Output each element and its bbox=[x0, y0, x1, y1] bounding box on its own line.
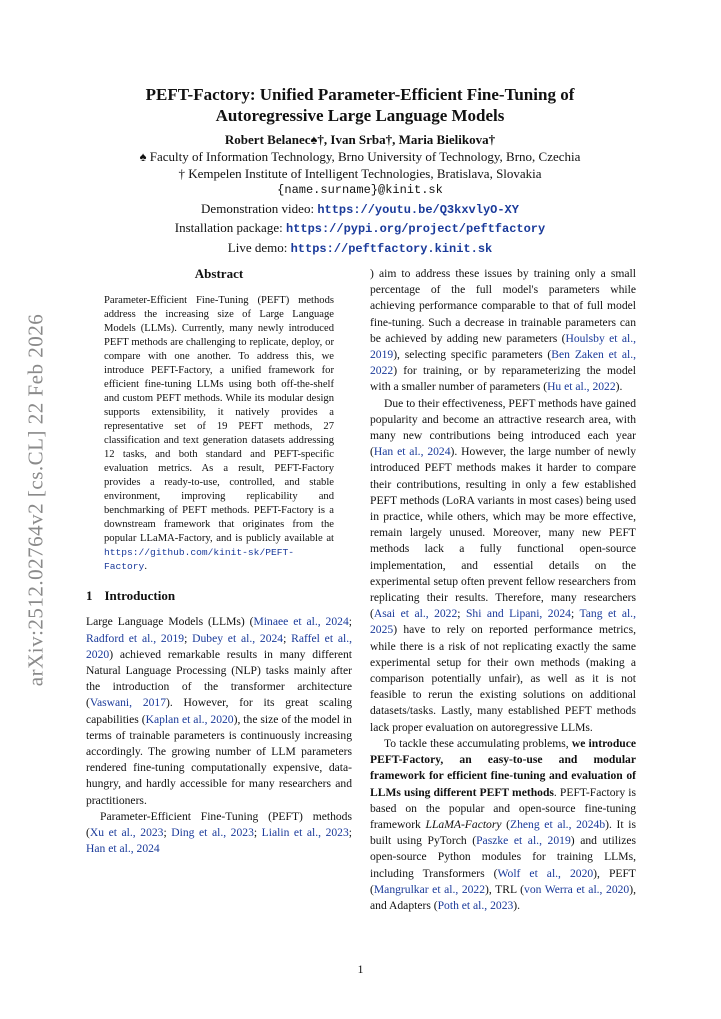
abstract-heading: Abstract bbox=[194, 266, 244, 281]
title-line-1: PEFT-Factory: Unified Parameter-Efficient Fine-Tuning of bbox=[145, 85, 575, 104]
page-number: 1 bbox=[357, 962, 364, 976]
text-run: ; bbox=[570, 607, 580, 621]
citation-link[interactable]: Zheng et al., 2024b bbox=[510, 817, 606, 831]
text-run: Due to their effectiveness, PEFT methods have gained popularity and become an attractive research area, with many new contributions being introduced each year ( bbox=[370, 396, 636, 459]
citation-link[interactable]: Houlsby et al., 2019 bbox=[370, 331, 636, 362]
citation-link[interactable]: Han et al., 2024 bbox=[86, 842, 160, 856]
text-run: ). bbox=[615, 380, 623, 394]
text-run: ) and utilizes open-source Python modules for training LLMs, including Transformers ( bbox=[370, 834, 636, 880]
text-run: Large Language Models (LLMs) ( bbox=[86, 615, 254, 629]
citation-link[interactable]: Hu et al., 2022 bbox=[547, 380, 616, 394]
text-run: ; bbox=[457, 607, 466, 621]
live-demo-link[interactable]: https://peftfactory.kinit.sk bbox=[290, 241, 493, 256]
intro-paragraph-1 bbox=[86, 614, 352, 808]
left-column bbox=[86, 266, 352, 857]
paper-title bbox=[80, 84, 640, 126]
text-run: ). However, the large number of newly introduced PEFT methods makes it harder to compare their contributions, resulting in only a few established PEFT methods (LoRA variants in most cases) being used in practice, while others, which may be more effective, remain largely unused. Moreover, many new PEFT methods lack a fully functional open-source implementation, and essential details on the experimental setup often prevent fellow researchers from replicating their results. Therefore, many researchers ( bbox=[370, 445, 636, 621]
demo-video-label: Demonstration video: bbox=[201, 200, 315, 216]
citation-link[interactable]: Vaswani, 2017 bbox=[89, 696, 167, 710]
text-run: . PEFT-Factory is based on the popular and open-source fine-tuning framework bbox=[370, 785, 637, 831]
section-heading-introduction bbox=[86, 588, 352, 604]
text-run: ), the size of the model in terms of trainable parameters is continuously increasing accordingly. The growing number of LLM parameters rendered fine-tuning computationally expensive, data-hungry, and hardly accessible for many researchers and practitioners. bbox=[86, 712, 352, 807]
paper-header bbox=[80, 84, 640, 258]
author-email: {name.surname}@kinit.sk bbox=[277, 183, 443, 197]
section-title: Introduction bbox=[104, 588, 176, 604]
section-number: 1 bbox=[86, 588, 93, 604]
install-package-link[interactable]: https://pypi.org/project/peftfactory bbox=[285, 222, 546, 236]
text-run: ; bbox=[253, 826, 262, 840]
demo-video-link[interactable]: https://youtu.be/Q3kxvlyO-XY bbox=[317, 202, 519, 217]
citation-link[interactable]: Xu et al., 2023 bbox=[89, 826, 164, 840]
install-package-label: Installation package: bbox=[174, 220, 283, 235]
citation-link[interactable]: Radford et al., 2019 bbox=[86, 631, 185, 645]
text-run: ; bbox=[348, 826, 353, 840]
citation-link[interactable]: Asai et al., 2022 bbox=[373, 607, 458, 621]
intro-paragraph-4 bbox=[370, 736, 636, 914]
right-column bbox=[370, 266, 636, 914]
text-run: To tackle these accumulating problems, bbox=[384, 736, 572, 750]
text-run: ), and Adapters ( bbox=[370, 882, 636, 912]
citation-link[interactable]: Lialin et al., 2023 bbox=[261, 826, 349, 840]
abstract-end: . bbox=[144, 561, 147, 573]
text-run: ; bbox=[348, 615, 352, 629]
text-run: ; bbox=[163, 826, 172, 840]
framework-name: LLaMA-Factory bbox=[425, 817, 502, 831]
author-list: Robert Belanec♠†, Ivan Srba†, Maria Bielikova† bbox=[224, 132, 496, 147]
citation-link[interactable]: Shi and Lipani, 2024 bbox=[465, 607, 571, 621]
text-run: ), PEFT ( bbox=[370, 866, 637, 896]
citation-link[interactable]: von Werra et al., 2020 bbox=[524, 882, 630, 896]
text-run: ), selecting specific parameters ( bbox=[393, 348, 552, 362]
affiliation-1: ♠ Faculty of Information Technology, Brno University of Technology, Brno, Czechia bbox=[139, 149, 581, 164]
text-run: ; bbox=[184, 631, 193, 645]
text-run: ) achieved remarkable results in many different Natural Language Processing (NLP) tasks mainly after the introduction of the transformer architecture ( bbox=[86, 647, 352, 710]
text-run: Parameter-Efficient Fine-Tuning (PEFT) methods ( bbox=[86, 809, 352, 840]
arxiv-identifier: arXiv:2512.02764v2 [cs.CL] 22 Feb 2026 bbox=[23, 313, 48, 687]
arxiv-sidebar bbox=[18, 300, 54, 700]
text-run: ). However, for its great scaling capabilities ( bbox=[86, 696, 352, 726]
citation-link[interactable]: Ding et al., 2023 bbox=[171, 826, 254, 840]
abstract-text: Parameter-Efficient Fine-Tuning (PEFT) methods address the increasing size of Large Language Models (LLMs). Currently, many newly introduced PEFT methods are challenging to replicate, deploy, or compare with one another. To address this, we introduce PEFT-Factory, a unified framework for efficient fine-tuning LLMs using both off-the-shelf and custom PEFT methods. While its modular design supports extensibility, it natively provides a representative set of 19 PEFT methods, 27 classification and text generation datasets addressing 12 tasks, and both standard and PEFT-specific evaluation metrics. As a result, PEFT-Factory provides a ready-to-use, controlled, and stable environment, improving replicability and benchmarking of PEFT methods. PEFT-Factory is a downstream framework that originates from the popular LLaMA-Factory, and is publicly available at bbox=[104, 295, 334, 545]
citation-link[interactable]: Han et al., 2024 bbox=[373, 445, 451, 459]
citation-link[interactable]: Raffel et al., 2020 bbox=[86, 631, 352, 661]
text-run: ( bbox=[501, 817, 511, 831]
text-run: ). bbox=[513, 898, 521, 912]
citation-link[interactable]: Wolf et al., 2020 bbox=[497, 866, 594, 880]
text-run: ; bbox=[283, 631, 292, 645]
contribution-statement: we introduce PEFT-Factory, an easy-to-use and modular framework for efficient fine-tuning and evaluation of LLMs using different PEFT methods bbox=[370, 736, 637, 799]
affiliation-2: † Kempelen Institute of Intelligent Technologies, Bratislava, Slovakia bbox=[178, 166, 542, 181]
text-run: ) aim to address these issues by training only a small percentage of the full model's parameters while achieving performance comparable to that of full model fine-tuning. Such a decrease in trainable parameters can be achieved by adding new parameters ( bbox=[370, 267, 636, 345]
demo-video-line bbox=[80, 200, 640, 220]
citation-link[interactable]: Dubey et al., 2024 bbox=[192, 631, 284, 645]
live-demo-line bbox=[80, 239, 640, 259]
text-run: ), TRL ( bbox=[485, 882, 525, 896]
citation-link[interactable]: Paszke et al., 2019 bbox=[476, 834, 571, 848]
text-run: ). It is built using PyTorch ( bbox=[370, 817, 636, 848]
intro-paragraph-2 bbox=[86, 809, 352, 858]
intro-paragraph-2-continued bbox=[370, 266, 636, 396]
citation-link[interactable]: Poth et al., 2023 bbox=[437, 898, 514, 912]
citation-link[interactable]: Tang et al., 2025 bbox=[370, 607, 636, 637]
citation-link[interactable]: Minaee et al., 2024 bbox=[253, 615, 349, 629]
abstract-body bbox=[104, 294, 334, 574]
title-line-2: Autoregressive Large Language Models bbox=[215, 106, 505, 125]
install-package-line bbox=[80, 219, 640, 239]
citation-link[interactable]: Ben Zaken et al., 2022 bbox=[370, 348, 636, 378]
intro-paragraph-3 bbox=[370, 396, 636, 736]
text-run: ) for training, or by reparameterizing the model with a smaller number of parameters ( bbox=[370, 364, 636, 394]
text-run: ) have to rely on reported performance metrics, while there is a risk of not replicating exactly the same experimental setup for their own methods (making a comparison potentially unfair), as well as it is not feasible to rerun the existing solutions on additional datasets/tasks. Lastly, many established PEFT methods lack proper evaluation on autoregressive LLMs. bbox=[370, 623, 636, 734]
github-link[interactable]: https://github.com/kinit-sk/PEFT-Factory bbox=[104, 547, 294, 573]
citation-link[interactable]: Kaplan et al., 2020 bbox=[145, 712, 234, 726]
live-demo-label: Live demo: bbox=[227, 239, 288, 255]
citation-link[interactable]: Mangrulkar et al., 2022 bbox=[373, 882, 486, 896]
